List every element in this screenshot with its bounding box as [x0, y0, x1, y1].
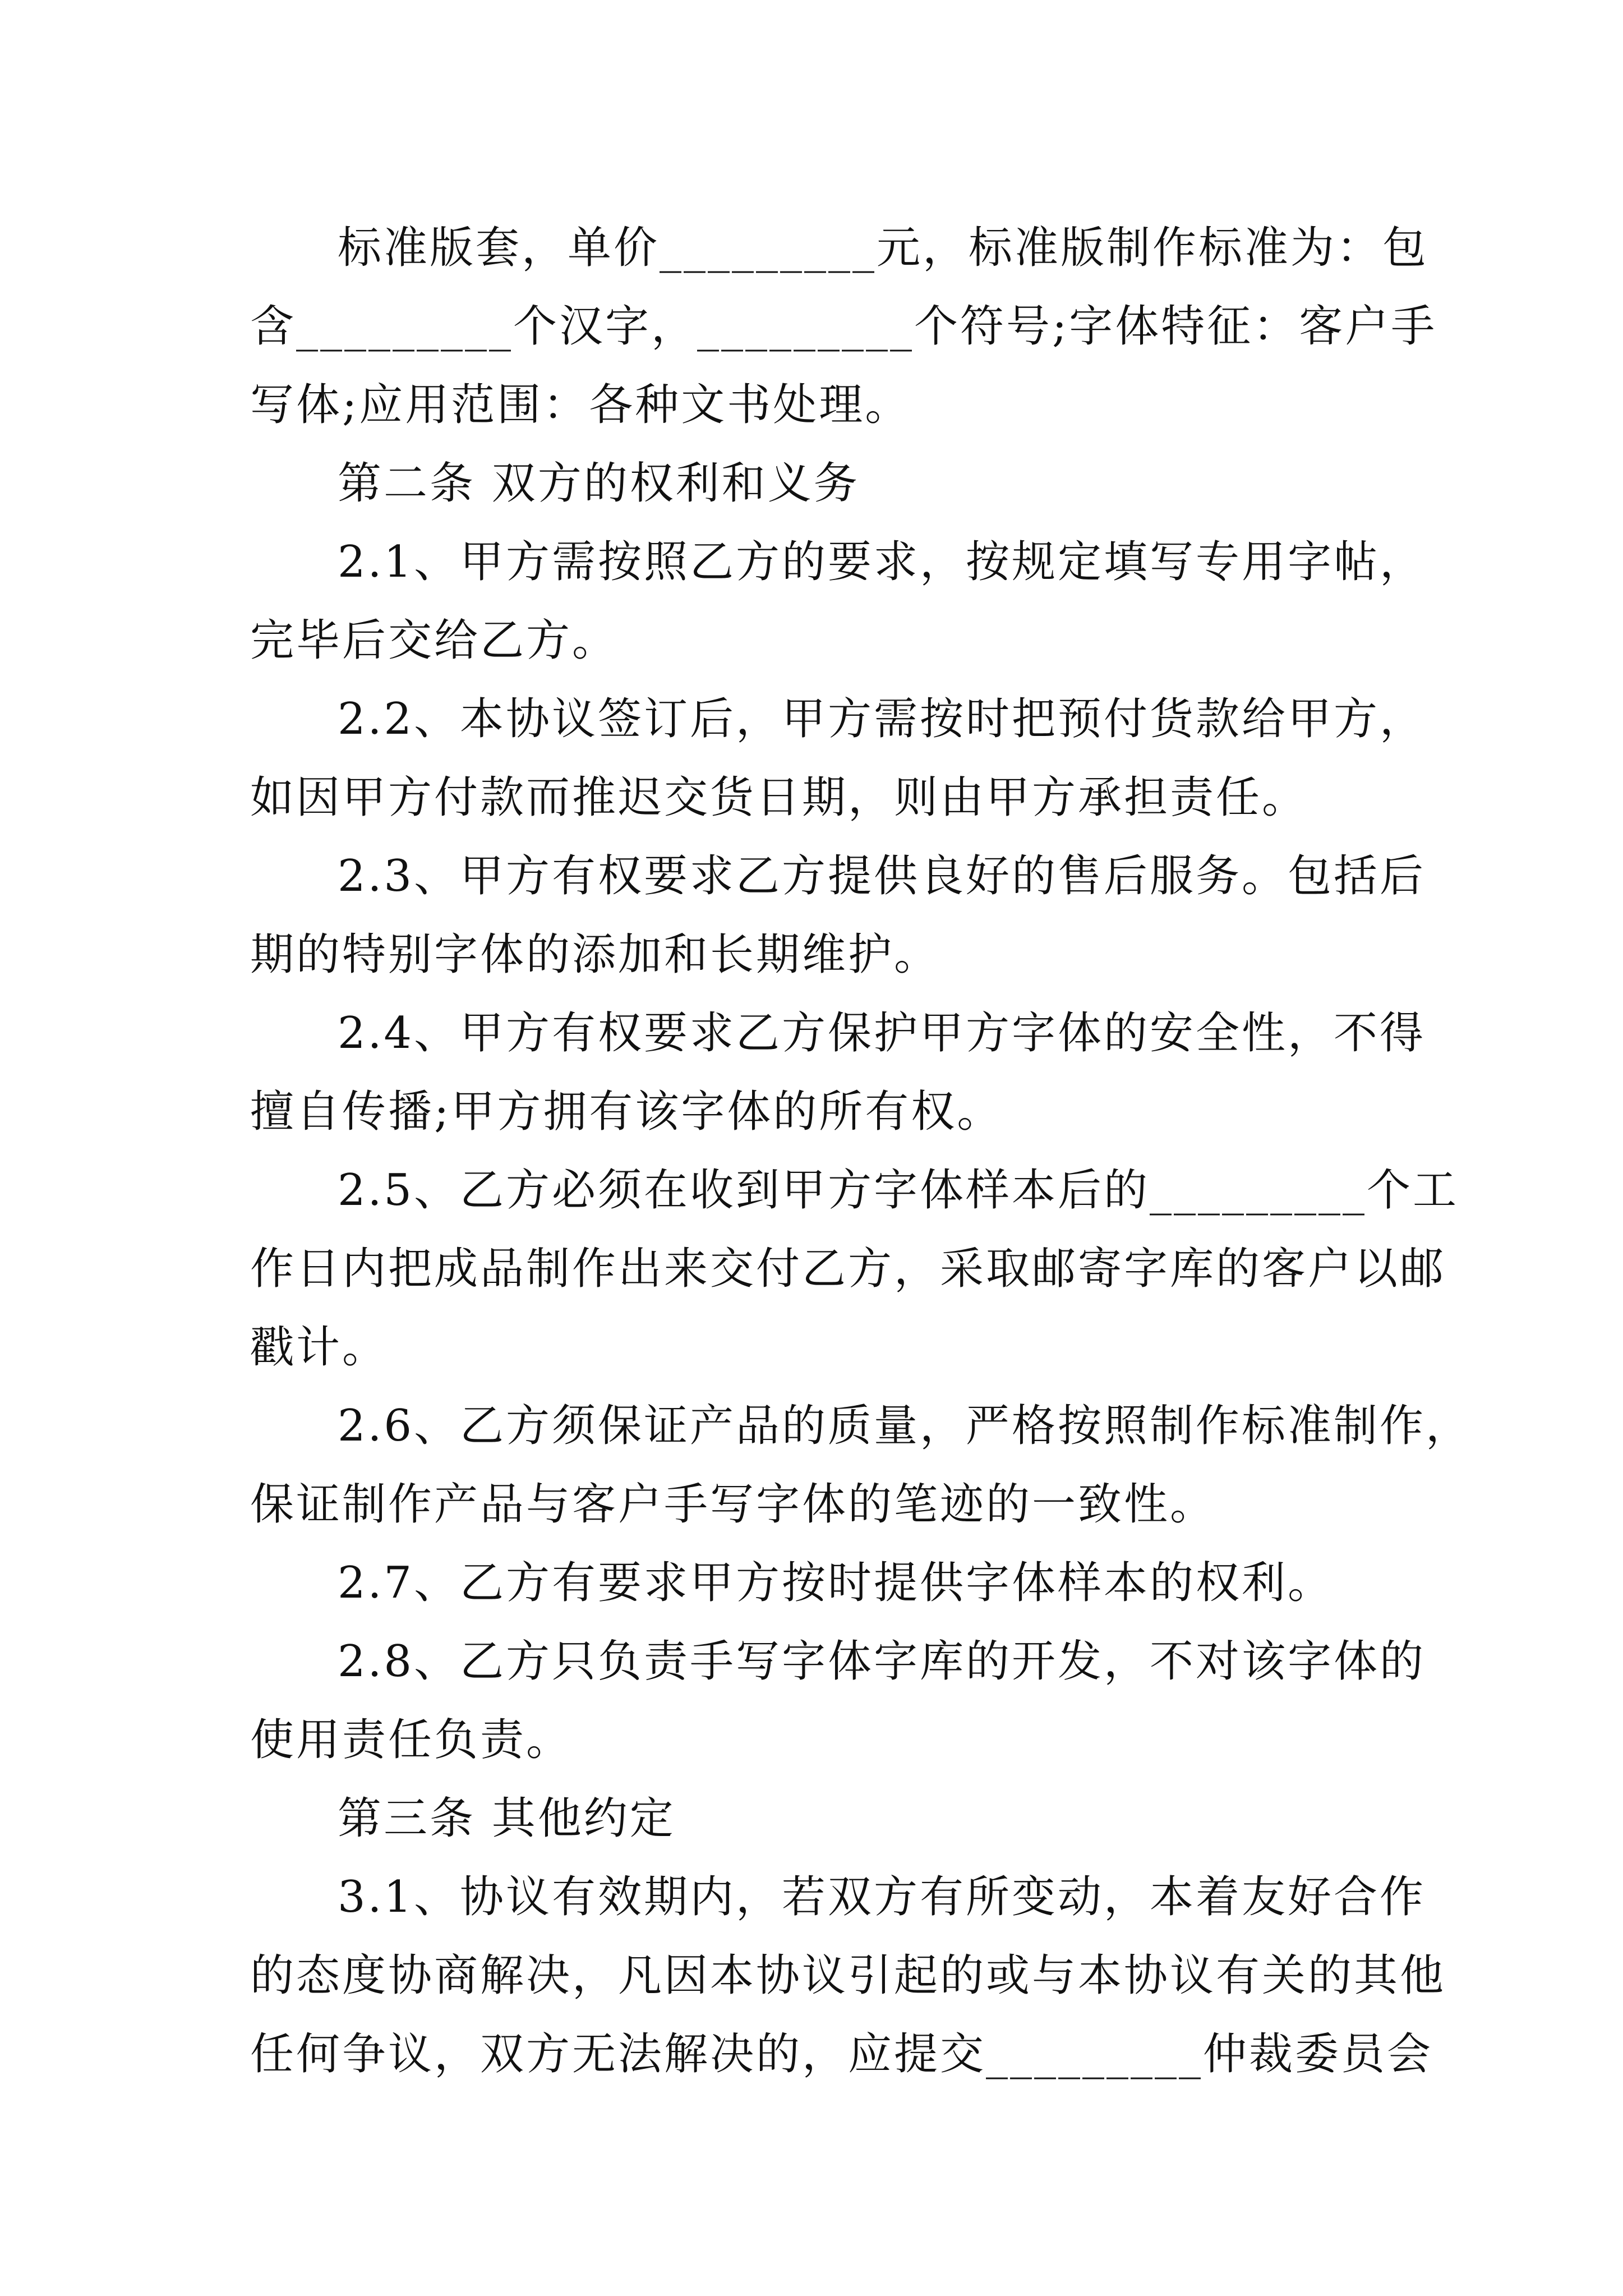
clause-line: 擅自传播;甲方拥有该字体的所有权。 — [250, 1087, 1003, 1137]
clause-line: 任何争议，双方无法解决的，应提交_________仲裁委员会 — [250, 2029, 1433, 2079]
clause-line: 2.2、本协议签订后，甲方需按时把预付货款给甲方， — [338, 694, 1426, 744]
clause-line: 使用责任负责。 — [250, 1715, 573, 1765]
section-heading: 第三条 其他约定 — [338, 1793, 676, 1844]
clause-line: 戳计。 — [250, 1322, 389, 1373]
clause-line: 2.1、甲方需按照乙方的要求，按规定填写专用字帖， — [338, 537, 1426, 587]
section-heading: 第二条 双方的权利和义务 — [338, 458, 860, 509]
clause-line: 2.4、甲方有权要求乙方保护甲方字体的安全性，不得 — [338, 1008, 1426, 1059]
clause-line: 3.1、协议有效期内，若双方有所变动，本着友好合作 — [338, 1872, 1426, 1922]
document-page — [250, 209, 1472, 2093]
paragraph-line: 标准版套，单价_________元，标准版制作标准为：包 — [338, 223, 1429, 273]
clause-line: 保证制作产品与客户手写字体的笔迹的一致性。 — [250, 1479, 1216, 1530]
clause-line: 的态度协商解决，凡因本协议引起的或与本协议有关的其他 — [250, 1950, 1446, 2001]
clause-line: 如因甲方付款而推迟交货日期，则由甲方承担责任。 — [250, 772, 1308, 823]
clause-line: 作日内把成品制作出来交付乙方，采取邮寄字库的客户以邮 — [250, 1244, 1446, 1294]
clause-line: 2.6、乙方须保证产品的质量，严格按照制作标准制作， — [338, 1401, 1472, 1451]
paragraph-line: 写体;应用范围：各种文书处理。 — [250, 380, 911, 430]
clause-line: 2.5、乙方必须在收到甲方字体样本后的_________个工 — [338, 1165, 1459, 1216]
clause-line: 完毕后交给乙方。 — [250, 615, 619, 666]
paragraph-line: 含_________个汉字，_________个符号;字体特征：客户手 — [250, 301, 1437, 352]
clause-line: 2.3、甲方有权要求乙方提供良好的售后服务。包括后 — [338, 851, 1426, 901]
clause-line: 2.7、乙方有要求甲方按时提供字体样本的权利。 — [338, 1558, 1334, 1608]
clause-line: 期的特别字体的添加和长期维护。 — [250, 930, 940, 980]
clause-line: 2.8、乙方只负责手写字体字库的开发，不对该字体的 — [338, 1636, 1426, 1687]
